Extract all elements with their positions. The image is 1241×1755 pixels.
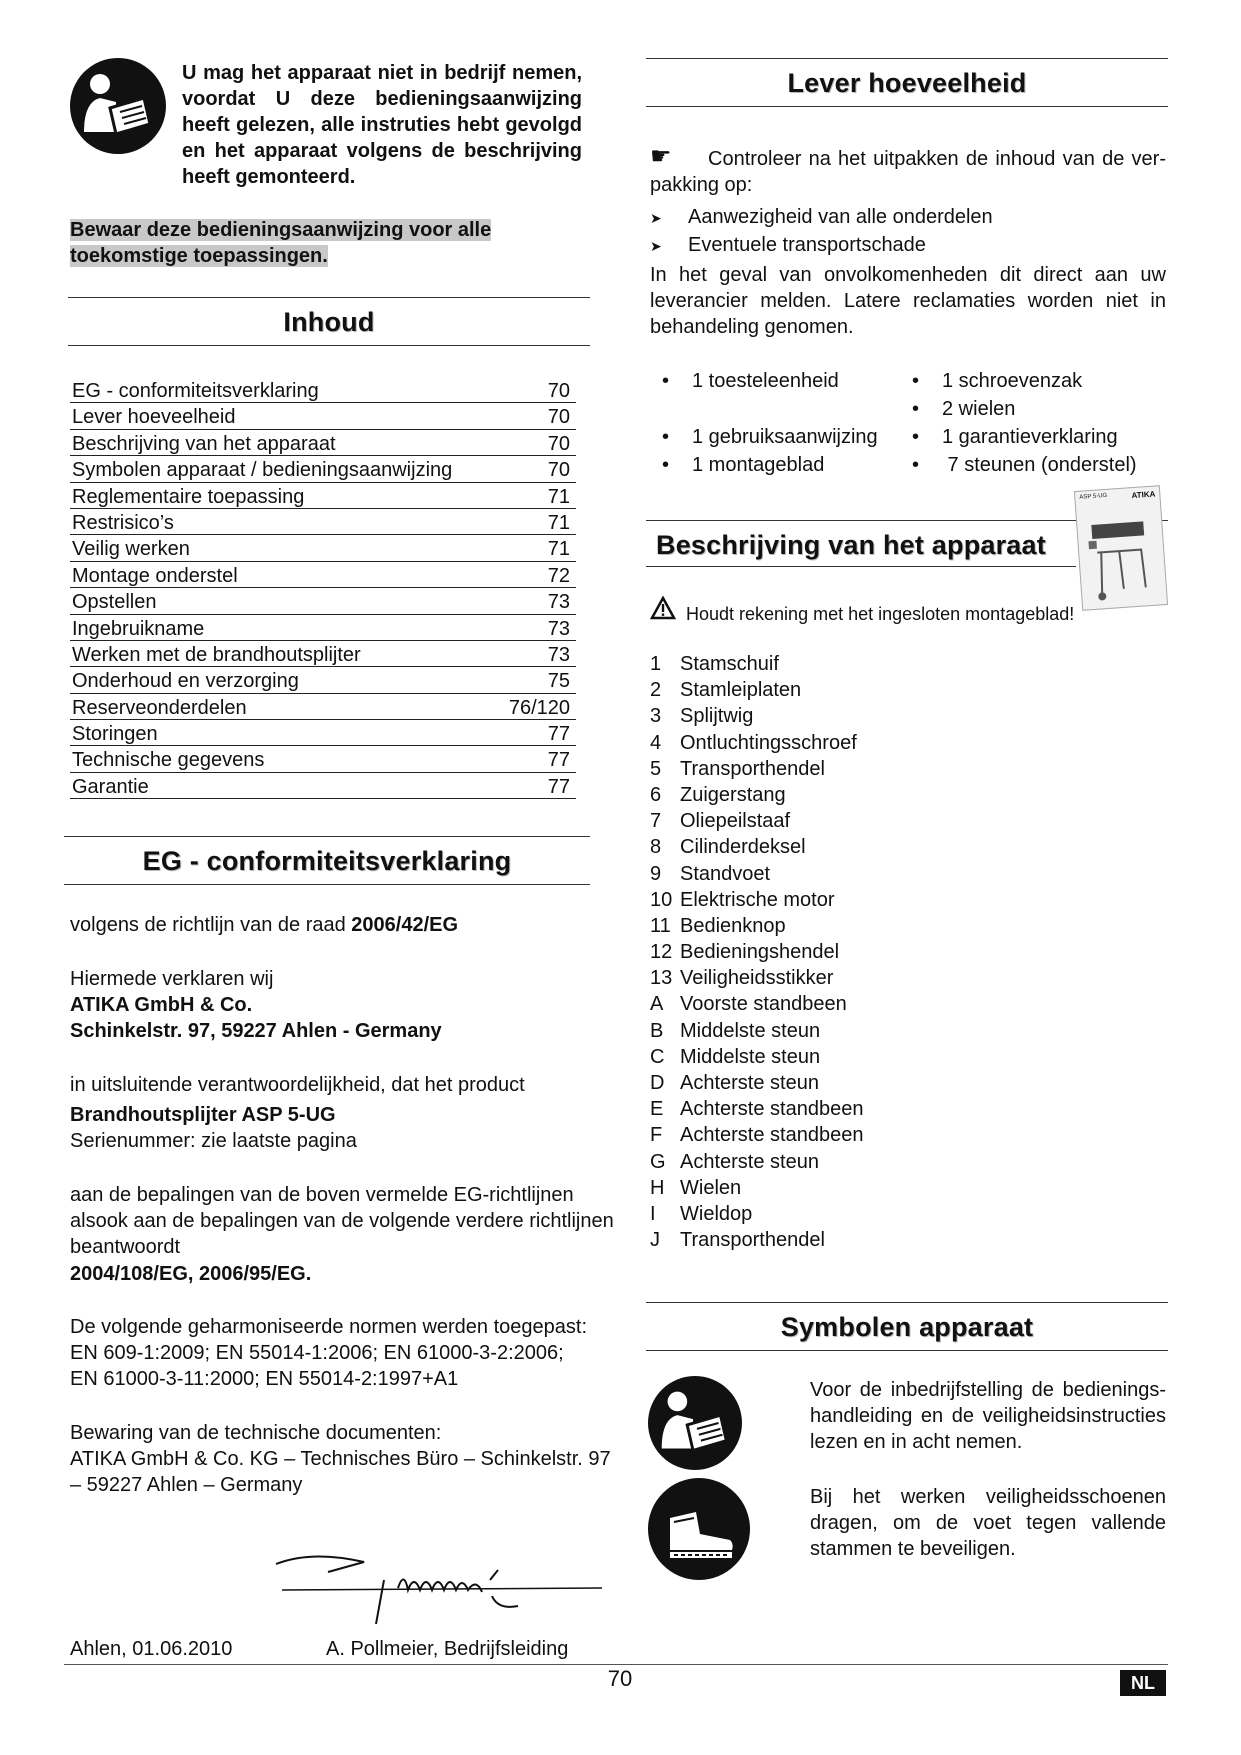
norms-line-2: EN 61000-3-11:2000; EN 55014-2:1997+A1 xyxy=(70,1368,459,1390)
docs-line-2: – 59227 Ahlen – Germany xyxy=(70,1474,303,1496)
toc-label: Werken met de brandhoutsplijter xyxy=(72,643,361,666)
toc-row xyxy=(70,562,576,588)
symbols-title: Symbolen apparaat xyxy=(780,1312,1034,1342)
part-item xyxy=(650,782,1070,808)
toc-row xyxy=(70,667,576,693)
toc-page: 77 xyxy=(547,749,570,772)
part-name: Achterste standbeen xyxy=(680,1098,864,1121)
toc-label: Veilig werken xyxy=(72,538,190,561)
toc-row xyxy=(70,483,576,509)
check-line-1: Controleer na het uitpakken de inhoud van de ver- xyxy=(708,148,1166,170)
part-item xyxy=(650,703,1070,729)
toc-row xyxy=(70,615,576,641)
part-name: Bedieningshendel xyxy=(680,941,840,964)
part-item xyxy=(650,834,1070,860)
part-key: 12 xyxy=(650,941,673,964)
directive-prefix: volgens de richtlijn van de raad xyxy=(70,914,352,936)
part-key: 9 xyxy=(650,862,662,885)
part-name: Standvoet xyxy=(680,862,771,885)
part-item xyxy=(650,808,1070,834)
part-name: Stamschuif xyxy=(680,653,779,675)
part-key: 1 xyxy=(650,653,662,675)
part-name: Transporthendel xyxy=(680,757,825,780)
part-name: Bedienknop xyxy=(680,914,786,937)
other-directives: 2004/108/EG, 2006/95/EG. xyxy=(70,1263,312,1285)
part-key: H xyxy=(650,1176,665,1199)
toc-row xyxy=(70,456,576,482)
docs-line-1: ATIKA GmbH & Co. KG – Technisches Büro – Schinkelstr. 97 xyxy=(70,1448,611,1470)
toc-row xyxy=(70,746,576,772)
part-item xyxy=(650,1096,1070,1122)
toc-row xyxy=(70,773,576,799)
warning-text: U mag het apparaat niet in bedrijf nemen, voordat U deze bedieningsaanwijzing heeft gelezen, alle instruties hebt gevolgd en het apparaat volgens de beschrijving heeft gemonteerd. xyxy=(182,62,582,188)
place-date: Ahlen, 01.06.2010 xyxy=(70,1638,233,1660)
part-item xyxy=(650,1175,1070,1201)
toc-row xyxy=(70,403,576,429)
toc-page: 73 xyxy=(547,643,570,666)
toc-page: 71 xyxy=(547,485,570,508)
toc-row xyxy=(70,588,576,614)
safety-shoes-text: Bij het werken veiligheidsschoenen dragen, om de voet tegen vallende stammen te beveiligen. xyxy=(810,1486,1166,1560)
toc-page: 70 xyxy=(547,406,570,429)
delivery-title: Lever hoeveelheid xyxy=(787,68,1027,98)
part-key: I xyxy=(650,1202,656,1225)
toc-page: 70 xyxy=(547,432,570,455)
part-name: Zuigerstang xyxy=(680,783,786,806)
toc-page: 70 xyxy=(547,380,570,402)
part-item xyxy=(650,1227,1070,1253)
part-key: D xyxy=(650,1072,665,1094)
symbols-rule-top xyxy=(646,1302,1168,1303)
list-item: • 1 gebruiksaanwijzing xyxy=(662,424,892,452)
assembly-sheet-thumbnail xyxy=(1074,485,1168,611)
part-name: Wieldop xyxy=(680,1202,753,1225)
toc-row xyxy=(70,694,576,720)
part-key: C xyxy=(650,1045,665,1068)
part-item xyxy=(650,965,1070,991)
description-title: Beschrijving van het apparaat xyxy=(656,530,1046,560)
company-name: ATIKA GmbH & Co. xyxy=(70,994,253,1016)
toc-row xyxy=(70,535,576,561)
product-name: Brandhoutsplijter ASP 5-UG xyxy=(70,1104,336,1126)
declaration-rule-top xyxy=(64,836,590,837)
contents-rule-top xyxy=(68,297,590,298)
delivery-items-right xyxy=(912,368,1172,480)
part-name: Achterste steun xyxy=(680,1150,819,1173)
toc-label: Montage onderstel xyxy=(72,564,238,587)
part-name: Middelste steun xyxy=(680,1019,821,1042)
footer-rule xyxy=(64,1664,1168,1665)
part-key: 7 xyxy=(650,810,662,833)
delivery-note: In het geval van onvolkomenheden dit direct aan uw leverancier melden. Latere reclamaties worden niet in behandeling genomen. xyxy=(650,264,1166,338)
part-item xyxy=(650,1018,1070,1044)
part-item xyxy=(650,913,1070,939)
part-key: 11 xyxy=(650,914,671,937)
toc-label: Onderhoud en verzorging xyxy=(72,670,299,693)
toc-page: 72 xyxy=(547,564,570,587)
part-item xyxy=(650,1122,1070,1148)
toc-label: Storingen xyxy=(72,723,158,746)
part-name: Achterste standbeen xyxy=(680,1124,864,1147)
list-item: • 1 toesteleenheid xyxy=(662,368,892,396)
parts-list xyxy=(650,651,1070,1253)
contents-title: Inhoud xyxy=(283,307,375,337)
part-key: 5 xyxy=(650,757,662,780)
norms-title: De volgende geharmoniseerde normen werden toegepast: xyxy=(70,1316,588,1338)
part-name: Stamleiplaten xyxy=(680,679,802,702)
checks-list xyxy=(650,204,1170,260)
part-key: 13 xyxy=(650,967,673,990)
part-item xyxy=(650,1201,1070,1227)
part-name: Wielen xyxy=(680,1176,742,1199)
toc-page: 77 xyxy=(547,723,570,746)
keep-manual-text xyxy=(70,217,600,269)
company-address: Schinkelstr. 97, 59227 Ahlen - Germany xyxy=(70,1020,442,1042)
part-item xyxy=(650,1044,1070,1070)
toc-row xyxy=(70,430,576,456)
toc-label: Lever hoeveelheid xyxy=(72,406,236,429)
toc-row xyxy=(70,641,576,667)
part-name: Voorste standbeen xyxy=(680,993,847,1016)
responsibility-line: in uitsluitende verantwoordelijkheid, dat het product xyxy=(70,1074,525,1096)
toc-label: Reserveonderdelen xyxy=(72,696,247,719)
toc-page: 71 xyxy=(547,511,570,534)
toc-page: 73 xyxy=(547,591,570,614)
part-key: G xyxy=(650,1150,666,1173)
toc-label: EG - conformiteitsverklaring xyxy=(72,380,319,402)
delivery-rule-top xyxy=(646,58,1168,59)
toc-row xyxy=(70,720,576,746)
docs-title: Bewaring van de technische documenten: xyxy=(70,1422,442,1444)
part-item xyxy=(650,677,1070,703)
part-name: Cilinderdeksel xyxy=(680,836,806,859)
part-key: 4 xyxy=(650,731,662,754)
list-item: • 1 garantieverklaring xyxy=(912,424,1172,452)
toc-page: 76/120 xyxy=(508,696,570,719)
part-key: 3 xyxy=(650,705,662,728)
part-item xyxy=(650,887,1070,913)
part-item xyxy=(650,651,1070,677)
list-item: • 1 montageblad xyxy=(662,452,892,480)
description-rule-bottom xyxy=(646,566,1076,567)
check-item: ➤ Aanwezigheid van alle onderdelen xyxy=(650,204,1170,232)
assembly-warning: Houdt rekening met het ingesloten montageblad! xyxy=(686,604,1075,624)
part-key: E xyxy=(650,1098,664,1121)
part-key: F xyxy=(650,1124,663,1147)
language-badge: NL xyxy=(1120,1670,1166,1696)
toc-page: 77 xyxy=(547,775,570,798)
table-of-contents xyxy=(70,377,576,799)
toc-label: Garantie xyxy=(72,775,149,798)
read-manual-text: Voor de inbedrijfstelling de bedienings-handleiding en de veiligheidsinstructies lezen en in acht nemen. xyxy=(810,1379,1166,1453)
part-item xyxy=(650,730,1070,756)
list-item: • 1 schroevenzak xyxy=(912,368,1172,396)
part-item xyxy=(650,991,1070,1017)
assembly-sheet-brand: ATIKA xyxy=(1131,489,1156,501)
directive-line xyxy=(70,912,590,938)
list-item: • 7 steunen (onderstel) xyxy=(912,452,1172,480)
declaration-title: EG - conformiteitsverklaring xyxy=(142,846,512,876)
part-key: A xyxy=(650,993,664,1016)
delivery-items-left xyxy=(662,368,892,480)
part-item xyxy=(650,756,1070,782)
part-key: 6 xyxy=(650,783,662,806)
toc-label: Ingebruikname xyxy=(72,617,205,640)
part-name: Oliepeilstaaf xyxy=(680,810,791,833)
toc-label: Restrisico’s xyxy=(72,511,174,534)
part-name: Achterste steun xyxy=(680,1072,819,1094)
read-manual-symbol-icon xyxy=(648,1376,742,1470)
delivery-rule-bottom xyxy=(646,106,1168,107)
declare-line: Hiermede verklaren wij xyxy=(70,968,274,990)
page-number: 70 xyxy=(607,1666,633,1691)
part-key: B xyxy=(650,1019,664,1042)
part-name: Transporthendel xyxy=(680,1229,825,1252)
part-item xyxy=(650,1149,1070,1175)
part-key: 10 xyxy=(650,888,673,911)
signature xyxy=(272,1540,612,1630)
toc-page: 73 xyxy=(547,617,570,640)
assembly-sheet-model: ASP 5-UG xyxy=(1079,492,1108,501)
part-item xyxy=(650,861,1070,887)
toc-row xyxy=(70,377,576,403)
part-item xyxy=(650,939,1070,965)
contents-rule-bottom xyxy=(68,345,590,346)
check-item: ➤ Eventuele transportschade xyxy=(650,232,1170,260)
toc-label: Reglementaire toepassing xyxy=(72,485,305,508)
part-item xyxy=(650,1070,1070,1096)
toc-page: 75 xyxy=(547,670,570,693)
compliance-line-3: beantwoordt xyxy=(70,1236,181,1258)
warning-triangle-icon xyxy=(650,596,676,620)
declaration-rule-bottom xyxy=(64,884,590,885)
toc-label: Technische gegevens xyxy=(72,749,265,772)
part-name: Ontluchtingsschroef xyxy=(680,731,857,754)
part-name: Veiligheidsstikker xyxy=(680,967,834,990)
part-name: Middelste steun xyxy=(680,1045,821,1068)
part-key: J xyxy=(650,1229,660,1252)
toc-page: 70 xyxy=(547,459,570,482)
symbols-rule-bottom xyxy=(646,1350,1168,1351)
directive-number: 2006/42/EG xyxy=(351,914,459,936)
keep-manual-highlight: Bewaar deze bedieningsaanwijzing voor alle toekomstige toepassingen. xyxy=(70,219,492,267)
toc-label: Opstellen xyxy=(72,591,157,614)
toc-row xyxy=(70,509,576,535)
toc-label: Symbolen apparaat / bedieningsaanwijzing xyxy=(72,459,453,482)
compliance-line-2: alsook aan de bepalingen van de volgende verdere richtlijnen xyxy=(70,1210,614,1232)
norms-line-1: EN 609-1:2009; EN 55014-1:2006; EN 61000-3-2:2006; xyxy=(70,1342,564,1364)
compliance-line-1: aan de bepalingen van de boven vermelde EG-richtlijnen xyxy=(70,1184,574,1206)
list-item: • 2 wielen xyxy=(912,396,1172,424)
toc-label: Beschrijving van het apparaat xyxy=(72,432,336,455)
read-manual-icon xyxy=(70,58,166,154)
hand-point-icon: ☛ xyxy=(650,143,672,170)
part-key: 8 xyxy=(650,836,662,859)
safety-shoes-icon xyxy=(648,1478,750,1580)
serial-line: Serienummer: zie laatste pagina xyxy=(70,1130,357,1152)
toc-page: 71 xyxy=(547,538,570,561)
part-name: Splijtwig xyxy=(680,705,754,728)
part-name: Elektrische motor xyxy=(680,888,835,911)
part-key: 2 xyxy=(650,679,662,702)
check-line-2: pakking op: xyxy=(650,174,753,196)
signatory: A. Pollmeier, Bedrijfsleiding xyxy=(326,1638,569,1660)
